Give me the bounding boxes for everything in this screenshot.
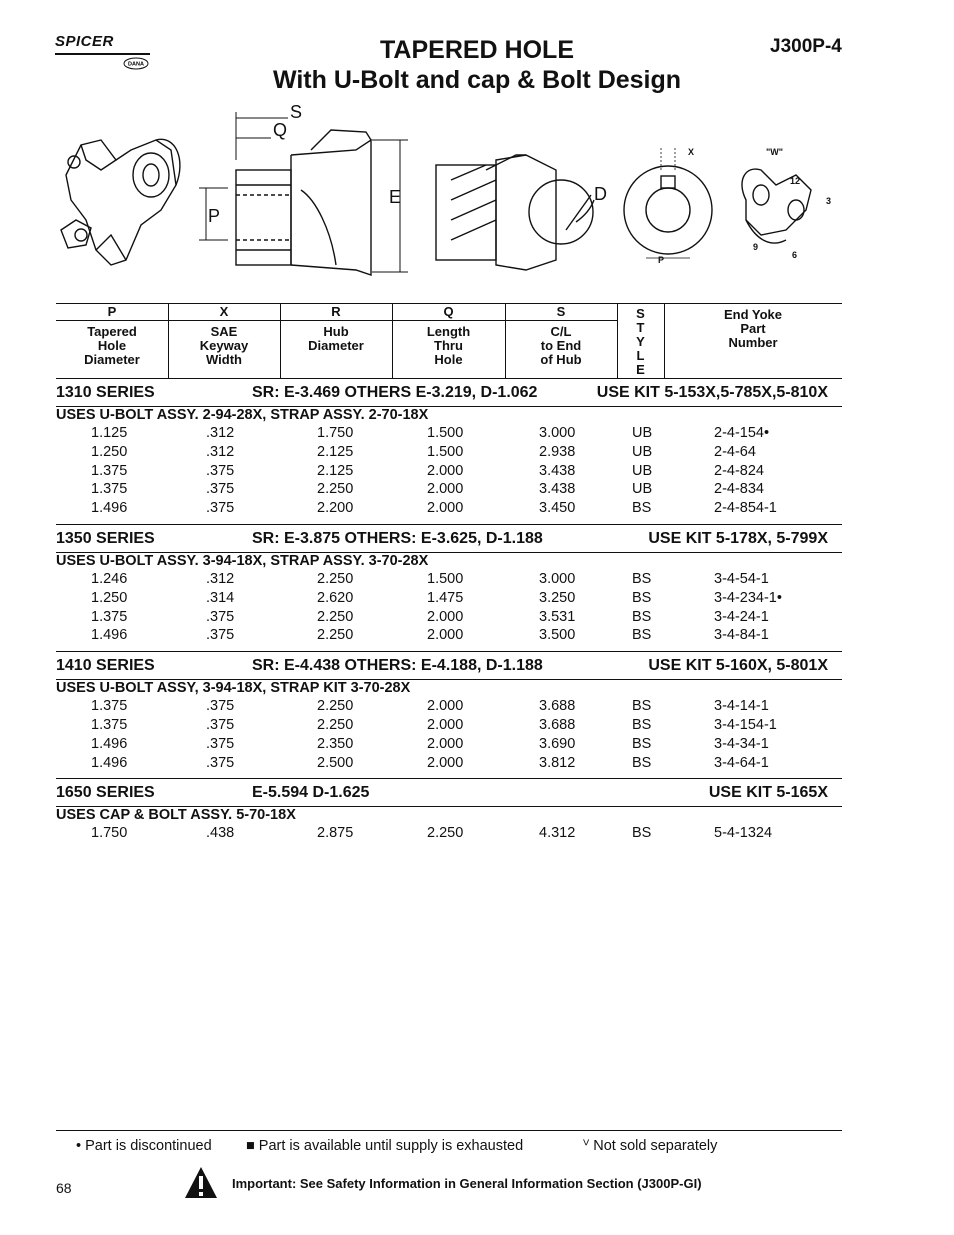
- table-cell: 2.000: [427, 627, 464, 644]
- table-cell: 2.250: [317, 698, 354, 715]
- table-cell: .375: [206, 500, 235, 517]
- dim-d-label: D: [594, 184, 607, 204]
- table-cell: BS: [632, 698, 652, 715]
- doc-code: J300P-4: [770, 36, 842, 57]
- w-position-12: 12: [790, 176, 801, 186]
- table-cell: 1.375: [91, 608, 128, 625]
- dana-badge-text: DANA: [128, 61, 144, 68]
- warning-icon: [183, 1165, 219, 1200]
- yoke-side-profile-drawing: [236, 130, 371, 275]
- table-cell: 2.250: [317, 571, 354, 587]
- table-cell: 2-4-854-1: [714, 500, 777, 517]
- col-code-x: X: [219, 304, 229, 319]
- table-cell: .375: [206, 627, 235, 644]
- table-cell: .312: [206, 425, 235, 441]
- legend-supply-exhausted: ■ Part is available until supply is exhausted: [246, 1138, 524, 1154]
- table-cell: BS: [632, 754, 652, 771]
- table-cell: 2.250: [317, 717, 354, 733]
- table-cell: UB: [632, 462, 653, 479]
- series-kit: USE KIT 5-160X, 5-801X: [648, 657, 828, 675]
- brand-name: SPICER: [55, 33, 114, 50]
- table-row: [56, 425, 842, 444]
- table-cell: 1.246: [91, 571, 128, 587]
- series-header: [56, 384, 842, 404]
- table-cell: BS: [632, 589, 652, 606]
- dim-p-small-label: P: [658, 255, 665, 265]
- series-uses: USES U-BOLT ASSY. 3-94-18X, STRAP ASSY. 3-70-28X: [56, 553, 429, 569]
- series-spec: SR: E-4.438 OTHERS: E-4.188, D-1.188: [252, 657, 543, 675]
- table-cell: 3.450: [539, 500, 576, 517]
- table-cell: BS: [632, 825, 652, 842]
- table-cell: 1.375: [91, 717, 128, 733]
- table-row: [56, 698, 842, 717]
- safety-notice: Important: See Safety Information in General Information Section (J300P-GI): [232, 1176, 702, 1191]
- series-name: 1650 SERIES: [56, 784, 155, 802]
- table-cell: 3-4-24-1: [714, 608, 769, 625]
- table-cell: 3.531: [539, 608, 576, 625]
- table-cell: 1.496: [91, 735, 128, 752]
- table-cell: 3.812: [539, 754, 576, 771]
- table-row: [56, 571, 842, 590]
- table-cell: .375: [206, 698, 235, 715]
- yoke-end-view-drawing: [624, 148, 712, 258]
- diagram-strip: [56, 100, 846, 280]
- series-spec: SR: E-3.469 OTHERS E-3.219, D-1.062: [252, 384, 538, 401]
- yoke-w-view-drawing: [742, 169, 811, 243]
- legend-rule: [56, 1130, 842, 1131]
- dim-s-label: S: [290, 102, 303, 122]
- page-number: 68: [56, 1180, 72, 1196]
- table-cell: 2.250: [427, 825, 464, 842]
- table-cell: .314: [206, 589, 235, 606]
- table-cell: 2.125: [317, 462, 354, 479]
- series-header: [56, 530, 842, 550]
- table-cell: BS: [632, 500, 652, 517]
- series-kit: USE KIT 5-153X,5-785X,5-810X: [596, 384, 828, 401]
- table-cell: .375: [206, 608, 235, 625]
- table-row: [56, 609, 842, 628]
- table-cell: .375: [206, 735, 235, 752]
- dim-e-label: E: [389, 187, 402, 207]
- table-cell: BS: [632, 608, 652, 625]
- table-cell: 3.000: [539, 425, 576, 441]
- table-cell: 3.438: [539, 462, 576, 479]
- table-cell: 2-4-834: [714, 481, 764, 498]
- dim-x-label: X: [688, 147, 695, 157]
- table-cell: UB: [632, 443, 653, 460]
- series-uses: USES U-BOLT ASSY. 2-94-28X, STRAP ASSY. 2-70-18X: [56, 407, 429, 423]
- table-cell: 1.750: [91, 825, 128, 842]
- col-desc-3: Length Thru Hole: [426, 324, 471, 367]
- table-cell: 3.000: [539, 571, 576, 587]
- dim-p-label: P: [208, 206, 221, 226]
- table-cell: 3.690: [539, 735, 576, 752]
- col-desc-0: Tapered Hole Diameter: [84, 324, 140, 367]
- table-cell: BS: [632, 735, 652, 752]
- table-cell: 2.250: [317, 481, 354, 498]
- table-row: [56, 717, 842, 736]
- table-row: [56, 500, 842, 519]
- table-cell: 2.000: [427, 717, 464, 733]
- table-cell: 2-4-824: [714, 462, 764, 479]
- table-cell: 1.496: [91, 627, 128, 644]
- table-cell: .312: [206, 443, 235, 460]
- col-code-p: P: [107, 304, 117, 319]
- series-name: 1310 SERIES: [56, 384, 155, 401]
- col-code-r: R: [331, 304, 341, 319]
- table-cell: 3.688: [539, 698, 576, 715]
- table-cell: BS: [632, 627, 652, 644]
- table-cell: .375: [206, 481, 235, 498]
- col-desc-1: SAE Keyway Width: [199, 324, 249, 367]
- col-desc-2: Hub Diameter: [308, 324, 364, 353]
- table-cell: 1.375: [91, 481, 128, 498]
- page-subtitle: With U-Bolt and cap & Bolt Design: [272, 66, 682, 94]
- table-cell: 3-4-84-1: [714, 627, 769, 644]
- table-cell: 2.350: [317, 735, 354, 752]
- series-name: 1410 SERIES: [56, 657, 155, 675]
- w-position-3: 3: [826, 196, 832, 206]
- series-header: [56, 657, 842, 677]
- table-row: [56, 627, 842, 646]
- table-cell: 2.250: [317, 608, 354, 625]
- table-cell: 1.496: [91, 754, 128, 771]
- col-code-q: Q: [443, 304, 454, 319]
- col-desc-4: C/L to End of Hub: [540, 324, 582, 367]
- col-desc-6: End Yoke Part Number: [723, 307, 783, 350]
- table-cell: .375: [206, 754, 235, 771]
- table-row: [56, 590, 842, 609]
- table-cell: 3.438: [539, 481, 576, 498]
- table-cell: 2.620: [317, 589, 354, 606]
- table-cell: 2.250: [317, 627, 354, 644]
- table-cell: 3-4-54-1: [714, 571, 769, 587]
- series-uses: USES U-BOLT ASSY, 3-94-18X, STRAP KIT 3-70-28X: [56, 680, 411, 697]
- table-cell: UB: [632, 481, 653, 498]
- table-row: [56, 825, 842, 844]
- page-title: TAPERED HOLE: [380, 36, 574, 64]
- table-cell: 2.000: [427, 500, 464, 517]
- table-cell: 2.875: [317, 825, 354, 842]
- table-cell: 3-4-154-1: [714, 717, 777, 733]
- table-header-rule: [56, 320, 618, 321]
- table-cell: 1.475: [427, 589, 464, 606]
- legend-discontinued: • Part is discontinued: [76, 1138, 212, 1154]
- table-cell: 4.312: [539, 825, 576, 842]
- table-cell: 1.500: [427, 571, 464, 587]
- table-cell: 3-4-34-1: [714, 735, 769, 752]
- table-cell: 2.000: [427, 735, 464, 752]
- yoke-isometric-drawing: [61, 139, 180, 265]
- table-cell: 3-4-234-1•: [714, 589, 782, 606]
- table-cell: BS: [632, 571, 652, 587]
- w-view-label: "W": [766, 147, 784, 157]
- table-cell: 2.000: [427, 608, 464, 625]
- dim-q-label: Q: [273, 120, 288, 140]
- table-cell: 1.250: [91, 589, 128, 606]
- table-cell: 2.000: [427, 754, 464, 771]
- table-cell: 2-4-64: [714, 443, 756, 460]
- table-cell: 2.000: [427, 462, 464, 479]
- table-cell: 1.500: [427, 425, 464, 441]
- col-code-s: S: [556, 304, 566, 319]
- table-cell: 3-4-14-1: [714, 698, 769, 715]
- table-cell: 3.250: [539, 589, 576, 606]
- series-kit: USE KIT 5-178X, 5-799X: [648, 530, 828, 547]
- series-kit: USE KIT 5-165X: [708, 784, 828, 802]
- table-cell: 5-4-1324: [714, 825, 773, 842]
- table-cell: 3.500: [539, 627, 576, 644]
- table-cell: 2.125: [317, 443, 354, 460]
- w-position-6: 6: [792, 250, 798, 260]
- series-uses: USES CAP & BOLT ASSY. 5-70-18X: [56, 807, 296, 824]
- table-cell: 1.750: [317, 425, 354, 441]
- table-row: [56, 481, 842, 500]
- table-cell: 1.375: [91, 698, 128, 715]
- table-cell: 2.200: [317, 500, 354, 517]
- table-cell: 2.938: [539, 443, 576, 460]
- table-cell: 2.000: [427, 698, 464, 715]
- table-cell: BS: [632, 717, 652, 733]
- table-cell: .312: [206, 571, 235, 587]
- table-cell: .375: [206, 462, 235, 479]
- table-cell: 1.250: [91, 443, 128, 460]
- table-row: [56, 444, 842, 463]
- yoke-angle-drawing: [436, 155, 594, 270]
- table-cell: 3-4-64-1: [714, 754, 769, 771]
- table-cell: 2.500: [317, 754, 354, 771]
- table-cell: 3.688: [539, 717, 576, 733]
- table-cell: 2-4-154•: [714, 425, 770, 441]
- table-cell: 1.375: [91, 462, 128, 479]
- series-name: 1350 SERIES: [56, 530, 155, 547]
- table-cell: .438: [206, 825, 235, 842]
- series-spec: SR: E-3.875 OTHERS: E-3.625, D-1.188: [252, 530, 543, 547]
- table-cell: .375: [206, 717, 235, 733]
- table-cell: 1.125: [91, 425, 128, 441]
- table-cell: 2.000: [427, 481, 464, 498]
- w-position-9: 9: [753, 242, 759, 252]
- table-row: [56, 755, 842, 774]
- table-cell: 1.500: [427, 443, 464, 460]
- legend-not-sold-separately: ⱽ Not sold separately: [583, 1138, 718, 1154]
- col-header-style: S T Y L E: [636, 306, 645, 377]
- table-row: [56, 463, 842, 482]
- table-cell: 1.496: [91, 500, 128, 517]
- table-cell: UB: [632, 425, 653, 441]
- series-header: [56, 784, 842, 804]
- table-row: [56, 736, 842, 755]
- series-spec: E-5.594 D-1.625: [252, 784, 370, 802]
